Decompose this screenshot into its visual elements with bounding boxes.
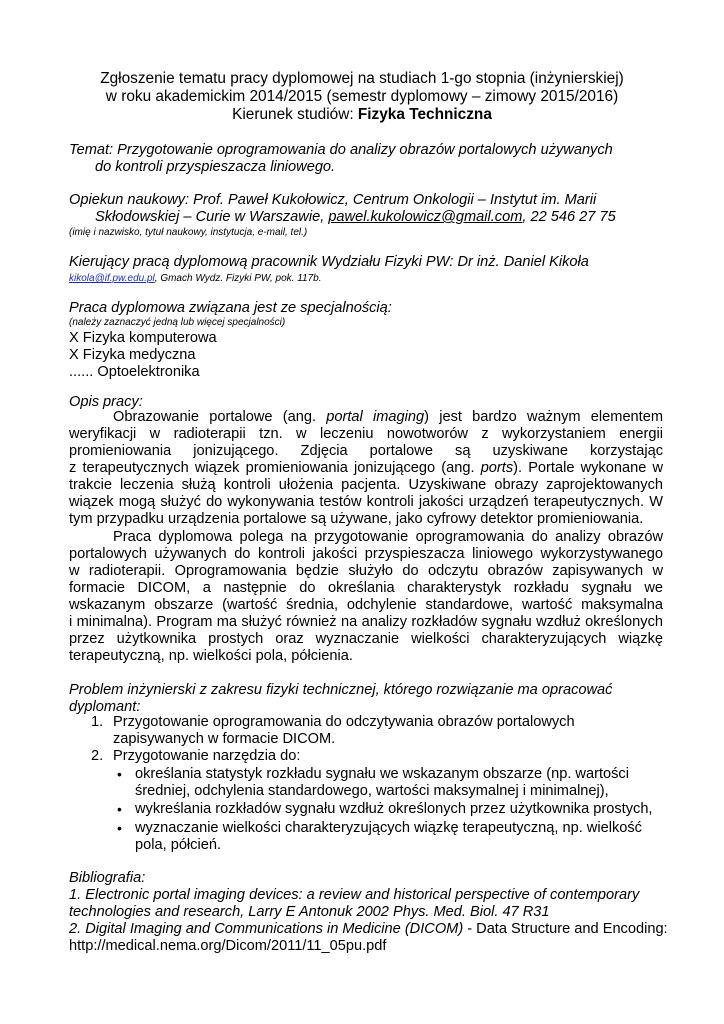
- problem-bullet-1-line-1: określania statystyk rozkładu sygnału we wskazanym obszarze (np. wartości: [135, 766, 629, 782]
- description-p1-line: Obrazowanie portalowe (ang. portal imaging) jest bardzo ważnym elementem: [113, 409, 663, 425]
- topic-line-2: do kontroli przyspieszacza liniowego.: [95, 159, 336, 175]
- description-p2-line: wskazanym obszarze (wartość średnia, odchylenie standardowe, wartość maksymalna: [69, 597, 663, 613]
- problem-title-line-1: Problem inżynierski z zakresu fizyki technicznej, którego rozwiązanie ma opracować: [69, 682, 613, 698]
- description-p1-line: trakcie leczenia służą kontroli ułożenia pacjenta. Uzyskiwane obrazy zaprojektowanych: [69, 477, 663, 493]
- supervisor-email[interactable]: pawel.kukolowicz@gmail.com: [328, 209, 523, 225]
- header-line-1: Zgłoszenie tematu pracy dyplomowej na studiach 1-go stopnia (inżynierskiej): [100, 70, 624, 87]
- problem-item-1-line-2: zapisywanych w formacie DICOM.: [113, 731, 336, 747]
- specialization-option: X Fizyka komputerowa: [69, 330, 217, 346]
- description-p2-line: w radioterapii. Oprogramowania będzie służyło do odczytu obrazów zapisywanych w: [69, 563, 663, 579]
- faculty-lead-line-1: Kierujący pracą dyplomową pracownik Wydziału Fizyki PW: Dr inż. Daniel Kikoła: [69, 254, 589, 270]
- description-p1-line: z terapeutycznych wiązek promieniowania jonizującego (ang. ports). Portale wykonane w: [69, 460, 663, 476]
- specialization-option: ...... Optoelektronika: [69, 364, 200, 380]
- problem-bullet-2: wykreślania rozkładów sygnału wzdłuż określonych przez użytkownika prostych,: [135, 801, 653, 817]
- field-of-study-value: Fizyka Techniczna: [357, 106, 492, 123]
- supervisor-note: (imię i nazwisko, tytuł naukowy, instytucja, e-mail, tel.): [69, 227, 308, 238]
- description-p1-line: weryfikacji w radioterapii tzn. w leczeniu nowotworów z wykorzystaniem energii: [69, 426, 663, 442]
- supervisor-line-1: Opiekun naukowy: Prof. Paweł Kukołowicz, Centrum Onkologii – Instytut im. Marii: [69, 192, 597, 208]
- description-p2-line: i minimalna). Program ma służyć również na analizy rozkładów sygnału wzdłuż określonych: [69, 614, 663, 630]
- list-number: 2.: [91, 748, 104, 764]
- topic-line-1: Temat: Przygotowanie oprogramowania do analizy obrazów portalowych używanych: [69, 142, 613, 158]
- bullet-icon: •: [117, 801, 122, 817]
- problem-item-2: Przygotowanie narzędzia do:: [113, 748, 301, 764]
- problem-bullet-3-line-1: wyznaczanie wielkości charakteryzujących wiązkę terapeutyczną, np. wielkość: [135, 820, 642, 836]
- description-p1-line: promieniowania jonizującego. Zdjęcia portalowe są uzyskiwane korzystając: [69, 443, 663, 459]
- bibliography-ref-1-line-2: technologies and research, Larry E Antonuk 2002 Phys. Med. Biol. 47 R31: [69, 904, 550, 920]
- description-p2-line: terapeutyczną, np. wielkości pola, półcienia.: [69, 648, 353, 664]
- field-of-study-label: Kierunek studiów:: [232, 106, 358, 123]
- problem-item-1-line-1: Przygotowanie oprogramowania do odczytywania obrazów portalowych: [113, 714, 575, 730]
- faculty-lead-line-2: kikola@if.pw.edu.pl, Gmach Wydz. Fizyki PW, pok. 117b.: [69, 273, 322, 284]
- problem-title-line-2: dyplomant:: [69, 699, 141, 715]
- problem-bullet-1-line-2: średniej, odchylenia standardowego, wartości maksymalnej i minimalnej),: [135, 783, 609, 799]
- bibliography-ref-2-url[interactable]: http://medical.nema.org/Dicom/2011/11_05pu.pdf: [69, 938, 387, 954]
- list-number: 1.: [91, 714, 104, 730]
- bullet-icon: •: [117, 820, 122, 836]
- header-line-3: [0, 106, 724, 124]
- bibliography-ref-1-line-1: 1. Electronic portal imaging devices: a review and historical perspective of contemporary: [69, 887, 640, 903]
- description-p1-line: wiązek mogą służyć do wykonywania testów kontroli jakości urządzeń terapeutycznych. W: [69, 494, 663, 510]
- description-p1-line: tym przypadku urządzenia portalowe są używane, jako cyfrowy detektor promieniowania.: [69, 511, 644, 527]
- specialization-note: (należy zaznaczyć jedną lub więcej specjalności): [69, 317, 286, 328]
- faculty-lead-email[interactable]: kikola@if.pw.edu.pl: [69, 273, 155, 284]
- description-p2-line: przez użytkownika prostych oraz wyznaczanie wielkości charakteryzujących wiązkę: [69, 631, 663, 647]
- header-line-2: w roku akademickim 2014/2015 (semestr dyplomowy – zimowy 2015/2016): [105, 88, 619, 105]
- description-p2-line: formacie DICOM, a następnie do określania charakterystyk rozkładu sygnału we: [69, 580, 663, 596]
- bibliography-ref-2-line-1: 2. Digital Imaging and Communications in Medicine (DICOM) - Data Structure and Encoding:: [69, 921, 668, 937]
- specialization-title: Praca dyplomowa związana jest ze specjalnością:: [69, 300, 392, 316]
- supervisor-line-2: Skłodowskiej – Curie w Warszawie, pawel.kukolowicz@gmail.com, 22 546 27 75: [95, 209, 616, 225]
- description-p2-line: portalowych używanych do kontroli jakości przyspieszacza liniowego wykorzystywanego: [69, 546, 663, 562]
- specialization-option: X Fizyka medyczna: [69, 347, 196, 363]
- bibliography-title: Bibliografia:: [69, 870, 146, 886]
- description-title: Opis pracy:: [69, 394, 143, 410]
- problem-bullet-3-line-2: pola, półcień.: [135, 837, 222, 853]
- bullet-icon: •: [117, 766, 122, 782]
- description-p2-line: Praca dyplomowa polega na przygotowanie oprogramowania do analizy obrazów: [113, 529, 663, 545]
